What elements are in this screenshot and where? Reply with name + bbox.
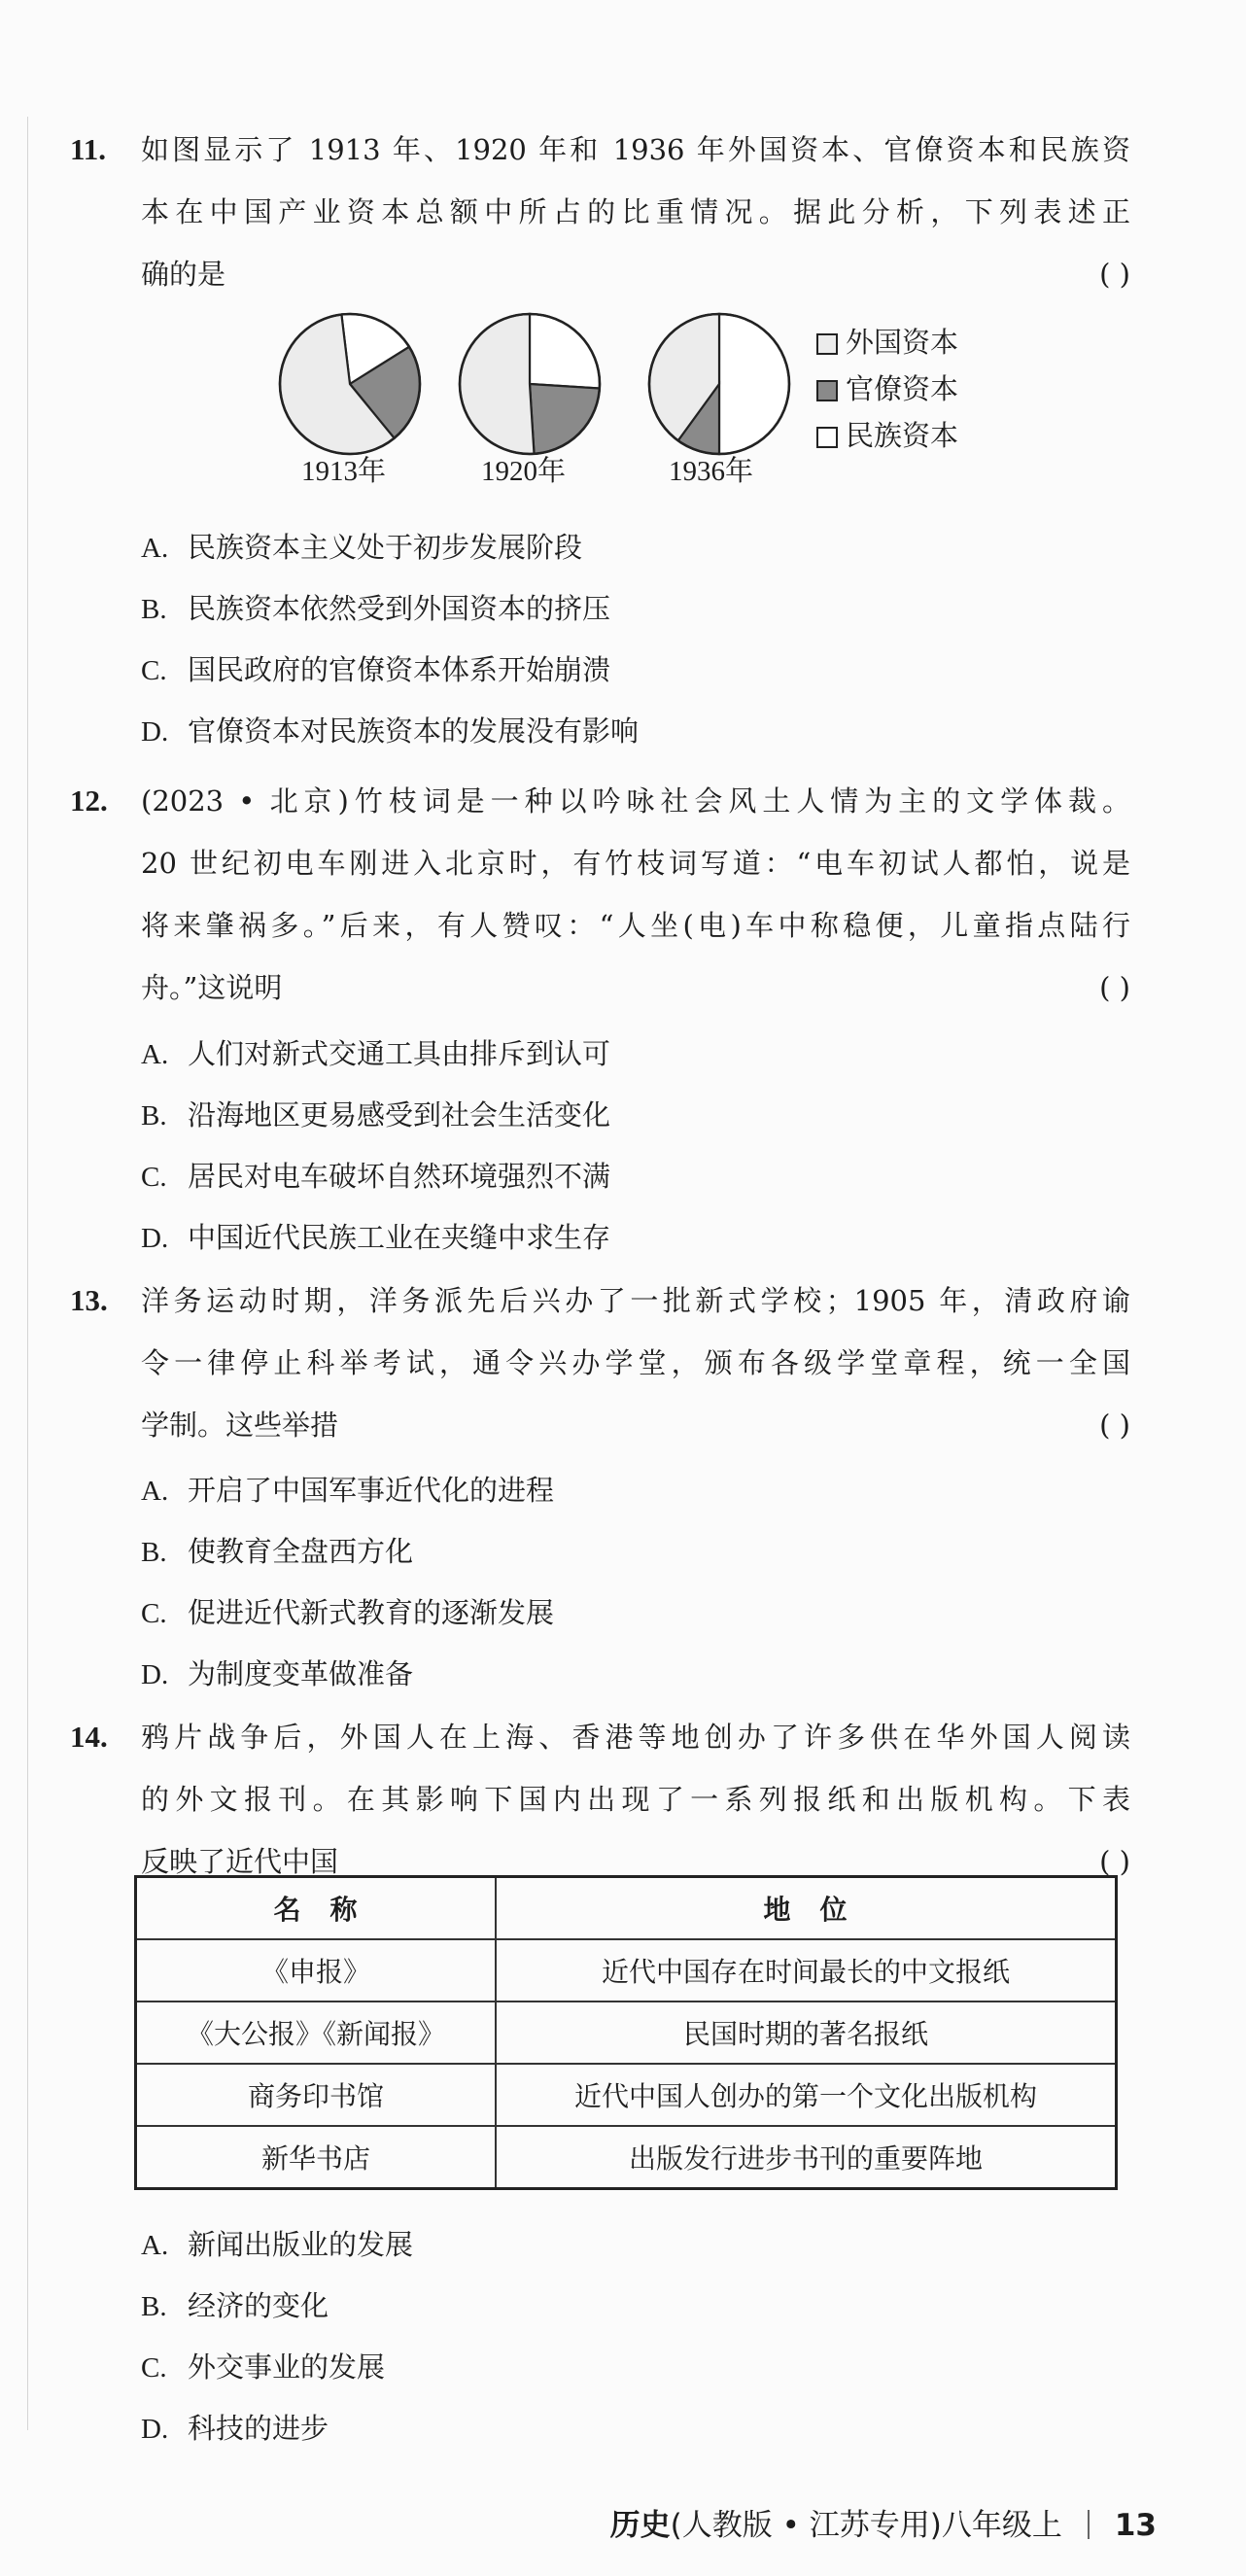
pie-slice-national <box>530 314 600 389</box>
table-cell: 民国时期的著名报纸 <box>496 2002 1117 2064</box>
legend-swatch <box>816 380 838 401</box>
option-b[interactable]: B. 沿海地区更易感受到社会生活变化 <box>141 1098 611 1131</box>
option-c[interactable]: C. 居民对电车破坏自然环境强烈不满 <box>141 1160 611 1193</box>
stem-line: (2023 • 北京)竹枝词是一种以吟咏社会风土人情为主的文学体裁。 <box>141 784 1130 818</box>
answer-options <box>141 2214 413 2459</box>
option-b[interactable]: B. 经济的变化 <box>141 2289 329 2322</box>
stem-line-text: 学制。这些举措 <box>141 1409 339 1442</box>
option-d[interactable]: D. 科技的进步 <box>141 2412 329 2445</box>
stem-line: 将来肇祸多。”后来，有人赞叹：“人坐(电)车中称稳便，儿童指点陆行 <box>141 909 1130 942</box>
table-row <box>136 2064 1117 2126</box>
table-header-name: 名 称 <box>136 1877 497 1940</box>
question-number: 14. <box>70 1720 108 1754</box>
footer-divider <box>1088 2510 1090 2539</box>
question-stem <box>141 770 1130 1019</box>
option-d[interactable]: D. 中国近代民族工业在夹缝中求生存 <box>141 1221 611 1254</box>
stem-line-text: 舟。”这说明 <box>141 971 283 1004</box>
answer-options <box>141 517 639 762</box>
table-cell: 近代中国存在时间最长的中文报纸 <box>496 1939 1117 2002</box>
option-d[interactable]: D. 为制度变革做准备 <box>141 1657 414 1690</box>
option-c[interactable]: C. 促进近代新式教育的逐渐发展 <box>141 1596 555 1629</box>
option-a[interactable]: A. 开启了中国军事近代化的进程 <box>141 1474 555 1507</box>
pie-year-label: 1913年 <box>301 456 387 487</box>
answer-blank[interactable]: ( ) <box>1099 258 1130 291</box>
stem-line <box>141 1394 1130 1456</box>
stem-line: 如图显示了 1913 年、1920 年和 1936 年外国资本、官僚资本和民族资 <box>141 133 1130 166</box>
stem-line-text: 反映了近代中国 <box>141 1845 339 1878</box>
answer-blank[interactable]: ( ) <box>1099 1845 1130 1878</box>
table-cell: 《大公报》《新闻报》 <box>136 2002 497 2064</box>
pie-charts <box>0 0 1246 505</box>
pie-year-label: 1920年 <box>481 456 567 487</box>
table-row <box>136 2002 1117 2064</box>
legend-swatch <box>816 427 838 448</box>
table-cell: 新华书店 <box>136 2126 497 2189</box>
stem-line: 的外文报刊。在其影响下国内出现了一系列报纸和出版机构。下表 <box>141 1783 1130 1816</box>
option-d[interactable]: D. 官僚资本对民族资本的发展没有影响 <box>141 714 640 748</box>
question-stem <box>141 1706 1130 1893</box>
table-cell: 近代中国人创办的第一个文化出版机构 <box>496 2064 1117 2126</box>
stem-line-text: 确的是 <box>141 258 226 291</box>
table-header-status: 地 位 <box>496 1877 1117 1940</box>
option-a[interactable]: A. 民族资本主义处于初步发展阶段 <box>141 531 583 564</box>
legend-item-foreign: 外国资本 <box>816 319 958 366</box>
question-number: 12. <box>70 783 108 818</box>
table-cell: 出版发行进步书刊的重要阵地 <box>496 2126 1117 2189</box>
option-b[interactable]: B. 民族资本依然受到外国资本的挤压 <box>141 592 611 625</box>
stem-line: 洋务运动时期，洋务派先后兴办了一批新式学校；1905 年，清政府谕 <box>141 1284 1130 1317</box>
book-edition: (人教版 • 江苏专用)八年级上 <box>670 2508 1062 2543</box>
stem-line: 鸦片战争后，外国人在上海、香港等地创办了许多供在华外国人阅读 <box>141 1721 1130 1754</box>
answer-blank[interactable]: ( ) <box>1099 1409 1130 1442</box>
book-subject: 历史 <box>609 2508 671 2543</box>
answer-blank[interactable]: ( ) <box>1099 971 1130 1004</box>
page-footer <box>610 2500 1157 2544</box>
option-c[interactable]: C. 外交事业的发展 <box>141 2350 386 2384</box>
legend-item-national: 民族资本 <box>816 412 958 459</box>
publications-table <box>134 1875 1118 2190</box>
table-header-row <box>136 1877 1117 1940</box>
stem-line: 20 世纪初电车刚进入北京时，有竹枝词写道：“电车初试人都怕，说是 <box>141 847 1130 880</box>
option-a[interactable]: A. 人们对新式交通工具由排斥到认可 <box>141 1037 611 1070</box>
table-row <box>136 1939 1117 2002</box>
question-stem <box>141 1270 1130 1456</box>
pie-slice-foreign <box>460 314 535 454</box>
table-row <box>136 2126 1117 2189</box>
pie-slice-national <box>719 314 789 454</box>
question-number: 13. <box>70 1283 108 1317</box>
table-cell: 《申报》 <box>136 1939 497 2002</box>
stem-line: 令一律停止科举考试，通令兴办学堂，颁布各级学堂章程，统一全国 <box>141 1346 1130 1379</box>
stem-line <box>141 957 1130 1019</box>
answer-options <box>141 1024 610 1269</box>
legend-swatch <box>816 333 838 355</box>
question-number: 11. <box>70 132 107 166</box>
answer-options <box>141 1460 554 1705</box>
legend-item-bureaucratic: 官僚资本 <box>816 366 958 412</box>
option-b[interactable]: B. 使教育全盘西方化 <box>141 1535 414 1568</box>
option-c[interactable]: C. 国民政府的官僚资本体系开始崩溃 <box>141 653 611 686</box>
pie-legend <box>816 319 958 459</box>
pie-year-label: 1936年 <box>669 456 754 487</box>
stem-line: 本在中国产业资本总额中所占的比重情况。据此分析，下列表述正 <box>141 195 1130 228</box>
option-a[interactable]: A. 新闻出版业的发展 <box>141 2228 414 2261</box>
table-cell: 商务印书馆 <box>136 2064 497 2126</box>
page-number: 13 <box>1114 2508 1157 2543</box>
